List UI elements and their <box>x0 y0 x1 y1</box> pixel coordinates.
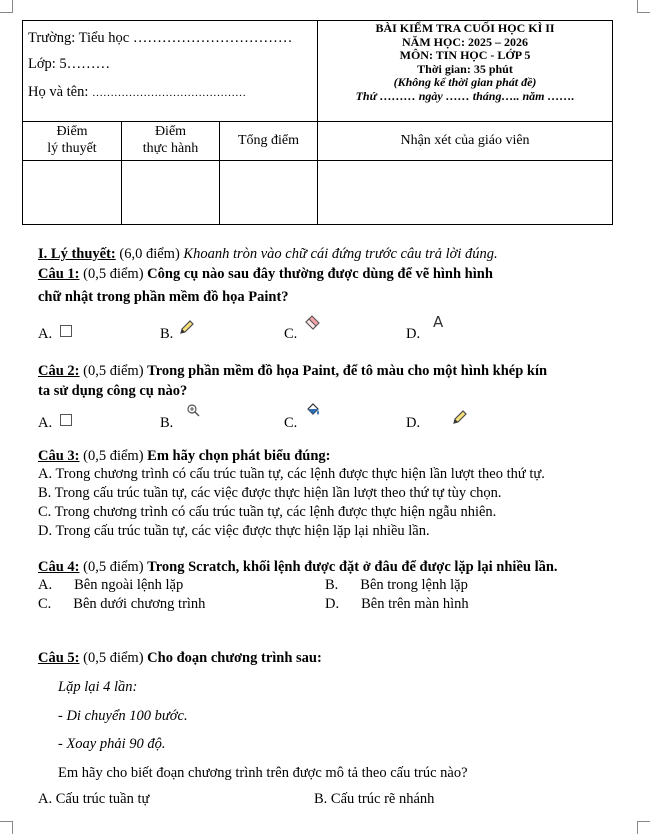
date-line: Thứ ……… ngày …… tháng….. năm ……. <box>355 88 575 103</box>
q2-line-2: ta sử dụng công cụ nào? <box>38 383 188 399</box>
q4-option-d[interactable]: D. Bên trên màn hình <box>325 596 469 612</box>
crop-mark-bottom-right <box>637 821 650 834</box>
school-year: NĂM HỌC: 2025 – 2026 <box>402 34 529 49</box>
q1-option-c[interactable]: C. <box>284 326 298 342</box>
total-score-header: Tổng điểm <box>220 122 318 161</box>
q2-option-b[interactable]: B. <box>160 415 174 431</box>
subject: MÔN: TIN HỌC - LỚP 5 <box>399 48 531 63</box>
q2-line-1: Câu 2: (0,5 điểm) Trong phần mềm đồ họa Paint, để tô màu cho một hình khép kín <box>38 363 548 379</box>
q5-option-b[interactable]: B. Cấu trúc rẽ nhánh <box>314 791 435 807</box>
student-info-cell <box>23 21 318 122</box>
pencil-icon <box>451 408 469 426</box>
crop-mark-top-right <box>637 0 650 13</box>
eraser-icon <box>303 314 321 332</box>
teacher-comment-header: Nhận xét của giáo viên <box>318 122 613 161</box>
theory-score-box[interactable] <box>23 161 122 225</box>
crop-mark-top-left <box>0 0 13 13</box>
q3-question: Câu 3: (0,5 điểm) Em hãy chọn phát biểu đúng: <box>38 448 331 464</box>
school-line: Trường: Tiểu học …………………………… <box>28 30 293 46</box>
total-score-box[interactable] <box>220 161 318 225</box>
exam-time: Thời gian: 35 phút <box>417 61 513 76</box>
q1-line-1: Câu 1: (0,5 điểm) Công cụ nào sau đây thường được dùng để vẽ hình hình <box>38 266 493 282</box>
exam-info-cell <box>318 21 613 122</box>
q3-option-b[interactable]: B. Trong cấu trúc tuần tự, các việc được thực hiện lần lượt theo thứ tự tùy chọn. <box>38 485 502 501</box>
q4-option-b[interactable]: B. Bên trong lệnh lặp <box>325 577 468 593</box>
q2-option-d[interactable]: D. <box>406 415 421 431</box>
paint-bucket-icon <box>305 402 321 418</box>
q4-question: Câu 4: (0,5 điểm) Trong Scratch, khối lệnh được đặt ở đâu để được lặp lại nhiều lần. <box>38 559 558 575</box>
q5-code-line-3: - Xoay phải 90 độ. <box>58 736 166 752</box>
q5-prompt: Em hãy cho biết đoạn chương trình trên được mô tả theo cấu trúc nào? <box>58 765 468 781</box>
q3-option-a[interactable]: A. Trong chương trình có cấu trúc tuần tự, các lệnh được thực hiện lần lượt theo thứ tự. <box>38 466 545 482</box>
exam-time-note: (Không kể thời gian phát đề) <box>393 75 537 90</box>
rectangle-icon <box>60 414 72 426</box>
q4-option-c[interactable]: C. Bên dưới chương trình <box>38 596 206 612</box>
q3-option-c[interactable]: C. Trong chương trình có cấu trúc tuần tự, các lệnh được thực hiện ngẫu nhiên. <box>38 504 497 520</box>
rectangle-icon <box>60 325 72 337</box>
name-line: Họ và tên: …………………………………… <box>28 84 247 100</box>
q1-option-d[interactable]: D. <box>406 326 421 342</box>
practice-score-box[interactable] <box>122 161 220 225</box>
exam-header-table <box>22 20 613 225</box>
q2-option-c[interactable]: C. <box>284 415 298 431</box>
pencil-icon <box>178 318 196 336</box>
q1-option-a[interactable]: A. <box>38 326 53 342</box>
practice-score-header: Điểm thực hành <box>122 122 220 161</box>
exam-title: BÀI KIỂM TRA CUỐI HỌC KÌ II <box>375 21 555 35</box>
q5-code-line-2: - Di chuyển 100 bước. <box>58 708 188 724</box>
q1-option-b[interactable]: B. <box>160 326 174 342</box>
crop-mark-bottom-left <box>0 821 13 834</box>
teacher-comment-box[interactable] <box>318 161 613 225</box>
class-line: Lớp: 5……… <box>28 56 111 72</box>
section-1-heading: I. Lý thuyết: (6,0 điểm) Khoanh tròn vào chữ cái đứng trước câu trả lời đúng. <box>38 246 498 262</box>
q2-option-a[interactable]: A. <box>38 415 53 431</box>
text-tool-icon: A <box>433 313 444 331</box>
theory-score-header: Điểm lý thuyết <box>23 122 122 161</box>
q5-code-line-1: Lặp lại 4 lần: <box>58 679 138 695</box>
q3-option-d[interactable]: D. Trong cấu trúc tuần tự, các việc được thực hiện lặp lại nhiều lần. <box>38 523 430 539</box>
magnifier-icon <box>186 403 200 417</box>
q5-question: Câu 5: (0,5 điểm) Cho đoạn chương trình sau: <box>38 650 322 666</box>
q1-line-2: chữ nhật trong phần mềm đồ họa Paint? <box>38 289 289 305</box>
q4-option-a[interactable]: A. Bên ngoài lệnh lặp <box>38 577 184 593</box>
q5-option-a[interactable]: A. Cấu trúc tuần tự <box>38 791 150 807</box>
